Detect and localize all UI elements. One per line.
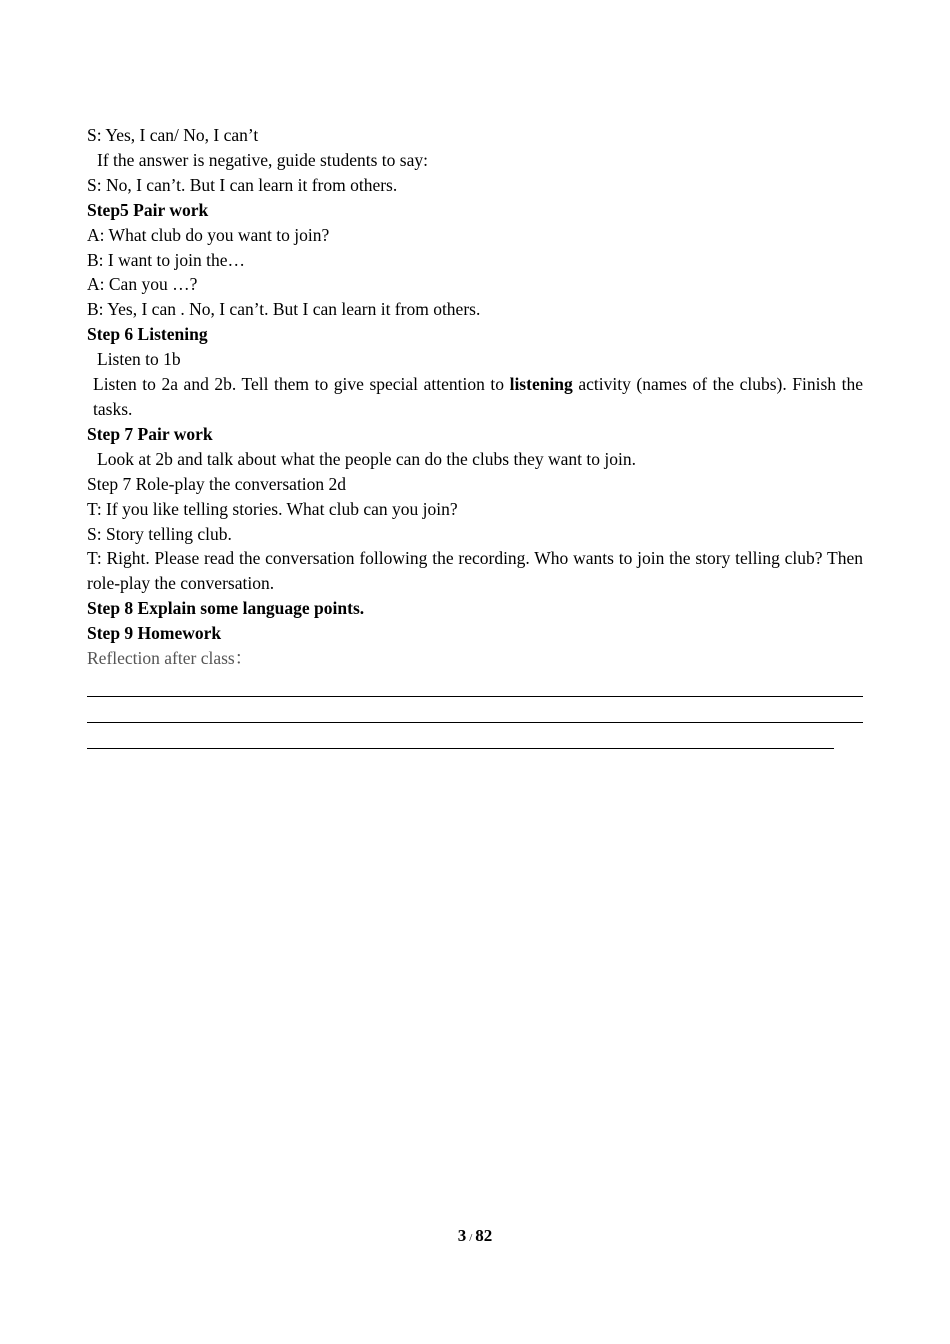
text-line: S: No, I can’t. But I can learn it from others. [87, 174, 398, 195]
paragraph-text: Listen to 2a and 2b. Tell them to give special attention to [93, 374, 510, 395]
page-number [0, 1226, 950, 1246]
text-line: Step 7 Role-play the conversation 2d [87, 473, 347, 494]
reflection-label: Reflection after class： [87, 648, 253, 669]
text-line: Look at 2b and talk about what the people can do the clubs they want to join. [97, 448, 636, 469]
text-line: If the answer is negative, guide students to say: [97, 149, 428, 170]
page-separator: / [469, 1232, 473, 1244]
text-line: B: I want to join the… [87, 249, 245, 270]
section-heading: Step 7 Pair work [87, 423, 213, 444]
text-line: A: Can you …? [87, 274, 198, 295]
paragraph-text: activity (names of the clubs). Finish the tasks. [93, 374, 863, 419]
emphasis-text: listening [509, 374, 573, 395]
text-line: S: Yes, I can/ No, I can’t [87, 125, 259, 145]
total-pages: 82 [475, 1226, 493, 1245]
answer-line [87, 671, 863, 697]
text-line: S: Story telling club. [87, 523, 232, 544]
paragraph: T: Right. Please read the conversation following the recording. Who wants to join the story telling club? Then role-play the conversation. [87, 548, 863, 594]
section-heading: Step 6 Listening [87, 324, 208, 345]
text-line: Listen to 1b [97, 349, 181, 370]
section-heading: Step 8 Explain some language points. [87, 598, 365, 619]
current-page: 3 [457, 1226, 467, 1245]
text-line: A: What club do you want to join? [87, 224, 330, 245]
text-line: T: If you like telling stories. What club can you join? [87, 498, 458, 519]
section-heading: Step5 Pair work [87, 199, 209, 220]
text-line: B: Yes, I can . No, I can’t. But I can learn it from others. [87, 299, 481, 320]
answer-line [87, 723, 834, 749]
paragraph [87, 372, 863, 422]
document-body [87, 123, 863, 749]
section-heading: Step 9 Homework [87, 623, 222, 644]
answer-line [87, 697, 863, 723]
